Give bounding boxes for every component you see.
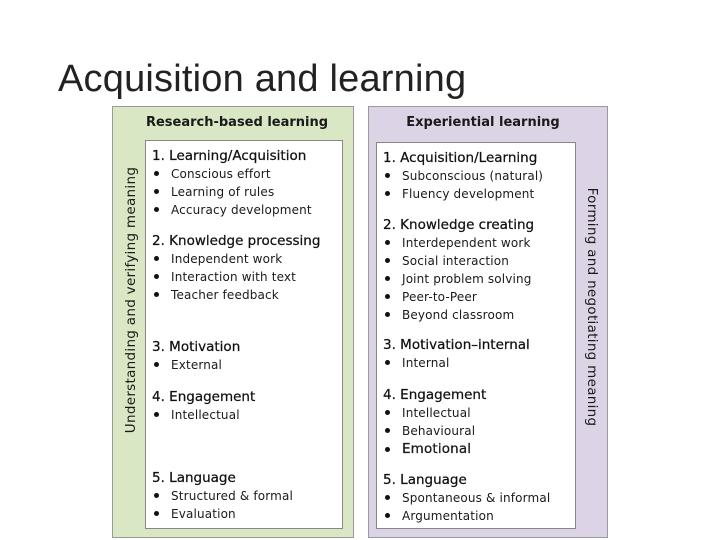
list-item: Beyond classroom [383,306,571,324]
bullet-icon [154,292,159,297]
panel-header-experiential: Experiential learning [406,115,560,130]
section-title: 4. Engagement [152,389,256,405]
section-title: 2. Knowledge processing [152,233,321,249]
research-content-box [145,140,343,529]
bullet-icon [385,410,390,415]
bullet-icon [154,256,159,261]
bullet-icon [154,362,159,367]
list-item: Behavioural [383,422,571,440]
list-item: Argumentation [383,507,571,525]
list-item: External [152,356,338,374]
bullet-icon [385,513,390,518]
section-title: 3. Motivation–internal [383,337,530,353]
bullet-icon [385,191,390,196]
bullet-icon [385,447,390,452]
bullet-icon [154,274,159,279]
bullet-icon [154,189,159,194]
list-item: Peer-to-Peer [383,288,571,306]
list-item: Conscious effort [152,165,338,183]
bullet-icon [385,312,390,317]
list-item: Subconscious (natural) [383,167,571,185]
section-motivation-internal [383,336,571,372]
list-item: Evaluation [152,505,338,523]
list-item: Structured & formal [152,487,338,505]
bullet-icon [154,511,159,516]
list-item: Interdependent work [383,234,571,252]
bullet-icon [154,171,159,176]
section-knowledge-processing [152,232,338,304]
section-language [152,469,338,523]
section-title: 5. Language [152,470,236,486]
bullet-icon [154,207,159,212]
bullet-icon [385,240,390,245]
section-title: 1. Acquisition/Learning [383,150,538,166]
list-item: Intellectual [383,404,571,422]
section-title: 1. Learning/Acquisition [152,148,307,164]
section-title: 4. Engagement [383,387,487,403]
list-item: Joint problem solving [383,270,571,288]
section-learning-acquisition [152,147,338,219]
bullet-icon [385,258,390,263]
list-item: Social interaction [383,252,571,270]
section-knowledge-creating [383,216,571,324]
section-language [383,471,571,525]
section-title: 5. Language [383,472,467,488]
side-label-forming: Forming and negotiating meaning [584,187,600,427]
panel-header-research: Research-based learning [145,115,329,130]
bullet-icon [385,428,390,433]
list-item: Learning of rules [152,183,338,201]
section-engagement [383,386,571,458]
list-item: Accuracy development [152,201,338,219]
experiential-content-box [376,142,576,529]
list-item: Spontaneous & informal [383,489,571,507]
bullet-icon [154,493,159,498]
page-title: Acquisition and learning [58,58,467,100]
list-item: Intellectual [152,406,338,424]
section-title: 2. Knowledge creating [383,217,535,233]
list-item: Teacher feedback [152,286,338,304]
list-item: Interaction with text [152,268,338,286]
bullet-icon [154,412,159,417]
section-motivation [152,338,338,374]
side-label-understanding: Understanding and verifying meaning [123,166,139,434]
bullet-icon [385,360,390,365]
bullet-icon [385,173,390,178]
bullet-icon [385,495,390,500]
list-item: Independent work [152,250,338,268]
section-acquisition-learning [383,149,571,203]
bullet-icon [385,276,390,281]
list-item: Fluency development [383,185,571,203]
section-title: 3. Motivation [152,339,241,355]
bullet-icon [385,294,390,299]
section-engagement [152,388,338,424]
list-item: Internal [383,354,571,372]
list-item: Emotional [383,440,571,458]
